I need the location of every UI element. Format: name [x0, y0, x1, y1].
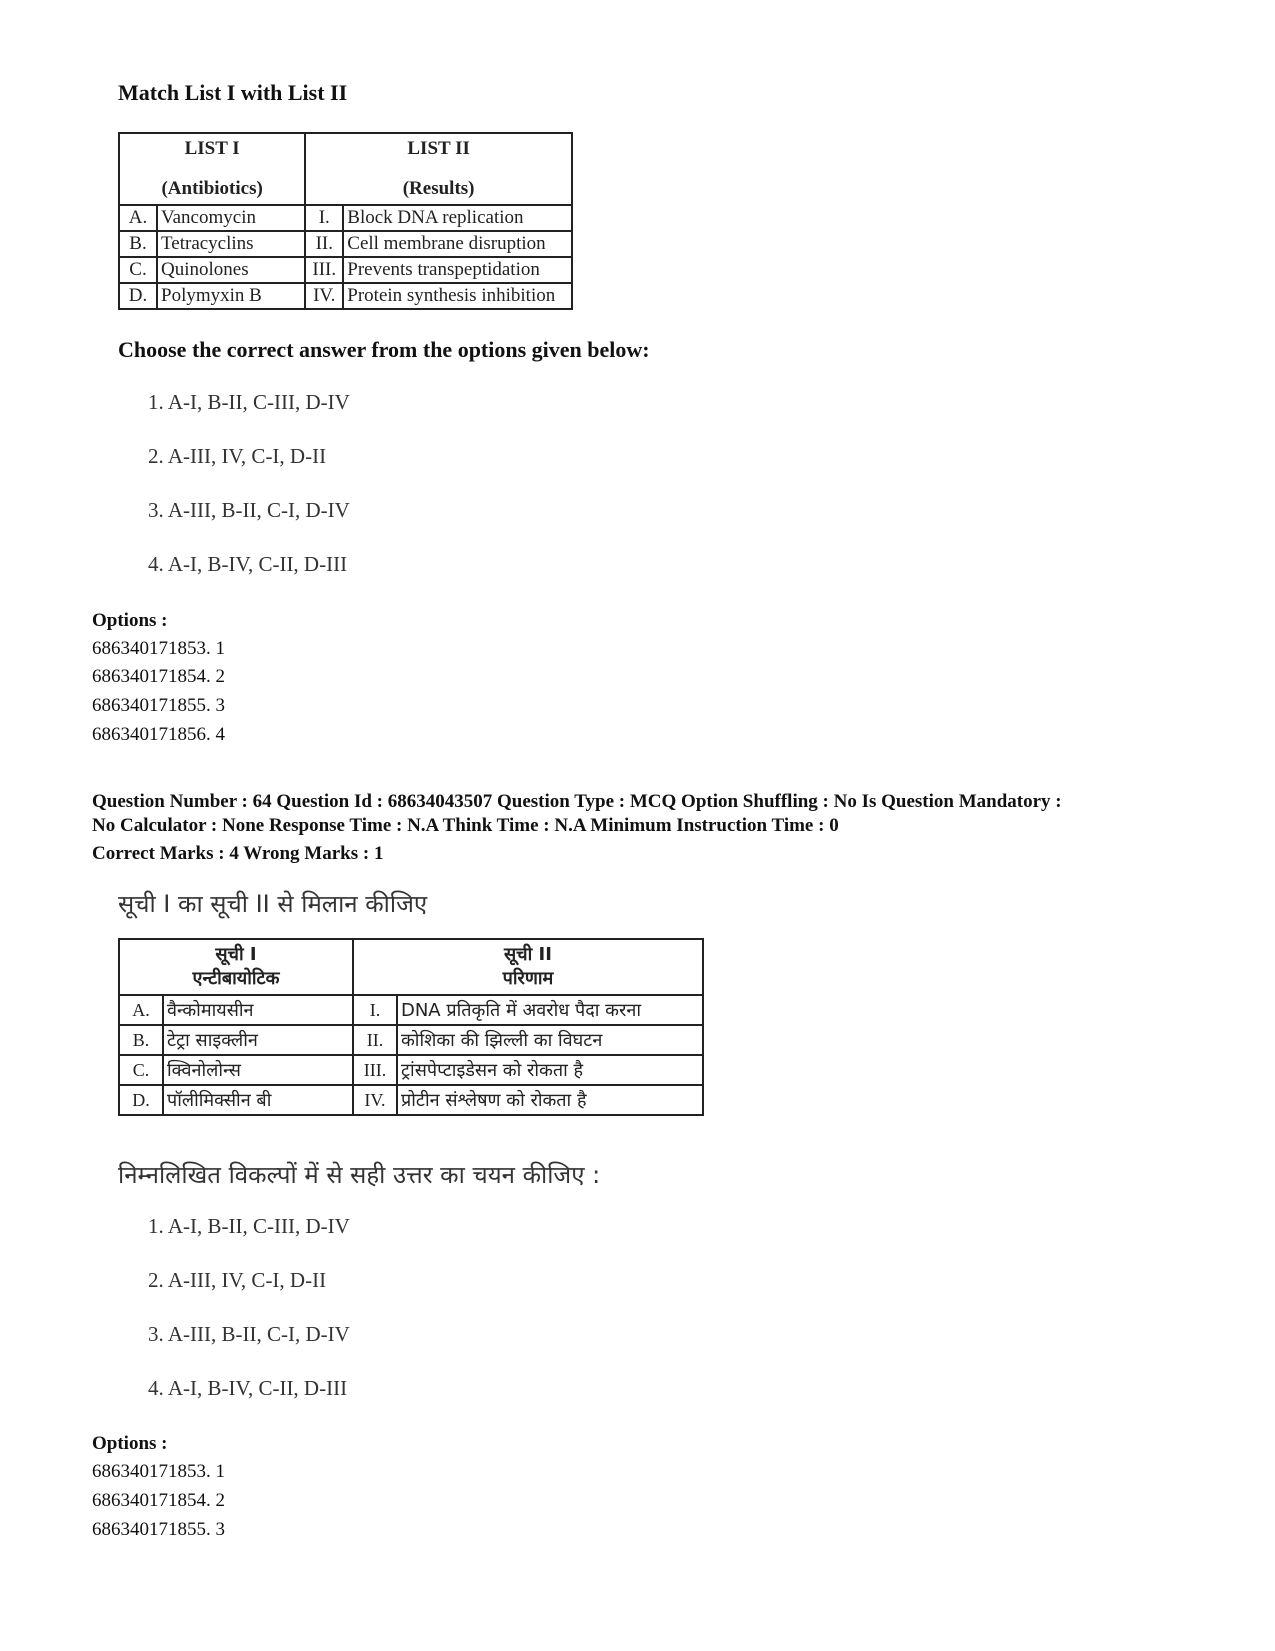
section2-heading: सूची I का सूची II से मिलान कीजिए — [118, 890, 428, 918]
row-numeral: IV. — [305, 283, 343, 309]
table-row — [119, 231, 572, 257]
options-label: Options : — [92, 610, 168, 631]
list1-title: LIST I — [184, 138, 240, 159]
choice-3: 3. A-III, B-II, C-I, D-IV — [148, 498, 350, 522]
row-letter: C. — [119, 257, 157, 283]
row-right: Protein synthesis inhibition — [343, 283, 572, 309]
table-row — [119, 1085, 703, 1115]
row-numeral: I. — [305, 205, 343, 231]
row-left: Polymyxin B — [157, 283, 305, 309]
table-row — [119, 205, 572, 231]
row-numeral: I. — [353, 995, 397, 1025]
row-right: DNA प्रतिकृति में अवरोध पैदा करना — [397, 995, 703, 1025]
row-right: ट्रांसपेप्टाइडेसन को रोकता है — [397, 1055, 703, 1085]
table-row — [119, 283, 572, 309]
question-meta-line2: No Calculator : None Response Time : N.A Think Time : N.A Minimum Instruction Time : 0 — [92, 815, 839, 836]
question-meta-line1: Question Number : 64 Question Id : 68634043507 Question Type : MCQ Option Shuffling : No Is Question Mandatory : — [92, 791, 1062, 812]
row-left: टेट्रा साइक्लीन — [163, 1025, 353, 1055]
option-id-1: 686340171853. 1 — [92, 1461, 225, 1482]
row-right: कोशिका की झिल्ली का विघटन — [397, 1025, 703, 1055]
table-row — [119, 1025, 703, 1055]
row-letter: A. — [119, 205, 157, 231]
table-row — [119, 257, 572, 283]
row-right: Cell membrane disruption — [343, 231, 572, 257]
list1-subtitle: (Antibiotics) — [161, 178, 263, 199]
section2-prompt: निम्नलिखित विकल्पों में से सही उत्तर का चयन कीजिए : — [118, 1161, 601, 1189]
row-left: Quinolones — [157, 257, 305, 283]
list2-subtitle: (Results) — [402, 178, 475, 199]
row-letter: B. — [119, 1025, 163, 1055]
section1-prompt: Choose the correct answer from the options given below: — [118, 337, 650, 362]
option-id-3: 686340171855. 3 — [92, 1519, 225, 1540]
list2-title: सूची II — [504, 944, 552, 965]
row-left: वैन्कोमायसीन — [163, 995, 353, 1025]
list1-header — [119, 133, 305, 205]
table-row — [119, 1055, 703, 1085]
row-right: Block DNA replication — [343, 205, 572, 231]
row-numeral: III. — [305, 257, 343, 283]
choice-3: 3. A-III, B-II, C-I, D-IV — [148, 1322, 350, 1346]
list1-title: सूची I — [215, 944, 257, 965]
table-row — [119, 995, 703, 1025]
choice-4: 4. A-I, B-IV, C-II, D-III — [148, 552, 348, 576]
choice-2: 2. A-III, IV, C-I, D-II — [148, 444, 327, 468]
choice-2: 2. A-III, IV, C-I, D-II — [148, 1268, 327, 1292]
option-id-2: 686340171854. 2 — [92, 666, 225, 687]
row-numeral: III. — [353, 1055, 397, 1085]
row-letter: B. — [119, 231, 157, 257]
option-id-1: 686340171853. 1 — [92, 638, 225, 659]
row-right: प्रोटीन संश्लेषण को रोकता है — [397, 1085, 703, 1115]
option-id-3: 686340171855. 3 — [92, 695, 225, 716]
list2-header — [305, 133, 572, 205]
row-numeral: II. — [353, 1025, 397, 1055]
row-letter: A. — [119, 995, 163, 1025]
list1-subtitle: एन्टीबायोटिक — [192, 968, 280, 989]
choice-1: 1. A-I, B-II, C-III, D-IV — [148, 1214, 350, 1238]
choice-4: 4. A-I, B-IV, C-II, D-III — [148, 1376, 348, 1400]
row-numeral: II. — [305, 231, 343, 257]
row-letter: C. — [119, 1055, 163, 1085]
option-id-2: 686340171854. 2 — [92, 1490, 225, 1511]
section2-match-table — [118, 938, 704, 1116]
question-marks: Correct Marks : 4 Wrong Marks : 1 — [92, 843, 384, 864]
row-right: Prevents transpeptidation — [343, 257, 572, 283]
row-left: Tetracyclins — [157, 231, 305, 257]
section1-heading: Match List I with List II — [118, 80, 348, 105]
list1-header — [119, 939, 353, 995]
row-left: Vancomycin — [157, 205, 305, 231]
list2-header — [353, 939, 703, 995]
list2-subtitle: परिणाम — [502, 968, 554, 989]
option-id-4: 686340171856. 4 — [92, 724, 225, 745]
row-left: पॉलीमिक्सीन बी — [163, 1085, 353, 1115]
choice-1: 1. A-I, B-II, C-III, D-IV — [148, 390, 350, 414]
section1-match-table — [118, 132, 573, 310]
row-letter: D. — [119, 283, 157, 309]
options-label: Options : — [92, 1433, 168, 1454]
row-letter: D. — [119, 1085, 163, 1115]
row-numeral: IV. — [353, 1085, 397, 1115]
row-left: क्विनोलोन्स — [163, 1055, 353, 1085]
list2-title: LIST II — [407, 138, 470, 159]
